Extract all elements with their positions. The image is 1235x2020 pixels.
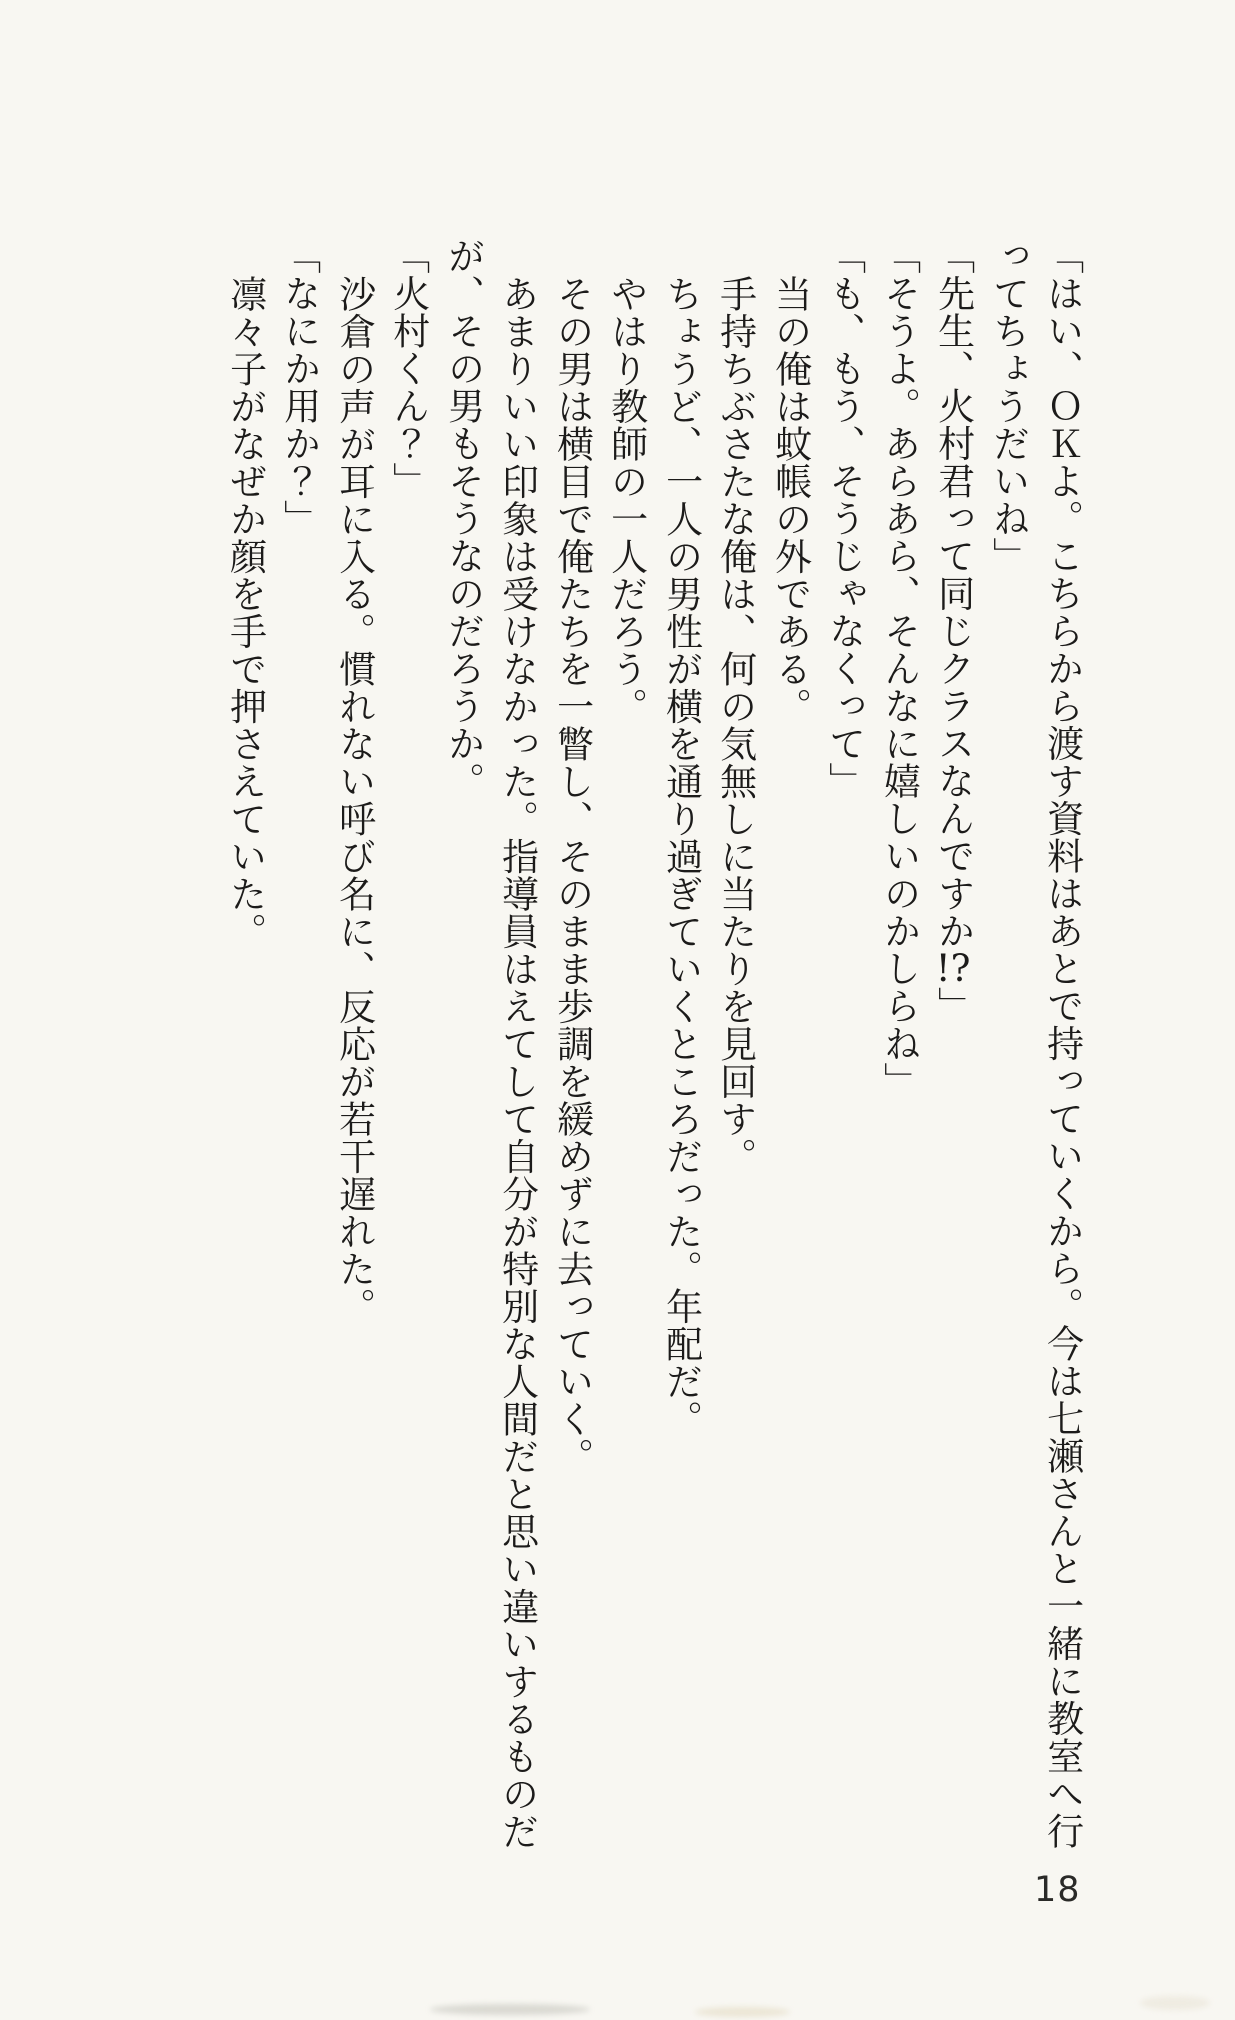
text-line: 当の俺は蚊帳の外である。 [768, 275, 812, 725]
text-line: ちょうど、一人の男性が横を通り過ぎていくところだった。年配だ。 [659, 275, 703, 1438]
text-line: あまりいい印象は受けなかった。指導員はえてして自分が特別な人間だと思い違いするものだ [495, 275, 539, 1850]
text-line: やはり教師の一人だろう。 [604, 275, 648, 725]
text-line: その男は横目で俺たちを一瞥し、そのまま歩調を緩めずに去っていく。 [550, 275, 594, 1475]
text-line: 「先生、火村君って同じクラスなんですか!?」 [931, 237, 975, 1024]
scan-artifact [1140, 1996, 1210, 2010]
text-line: 「なにか用か？」 [277, 237, 321, 537]
scan-artifact [430, 2004, 590, 2015]
text-line: 手持ちぶさたな俺は、何の気無しに当たりを見回す。 [713, 275, 757, 1175]
scan-artifact [695, 2007, 790, 2017]
text-line: 「火村くん？」 [386, 237, 430, 500]
text-line: 凛々子がなぜか顔を手で押さえていた。 [223, 275, 267, 950]
text-line: が、その男もそうなのだろうか。 [441, 237, 485, 800]
text-line: 「も、もう、そうじゃなくって」 [822, 237, 866, 800]
text-line: 「はい、ＯＫよ。こちらから渡す資料はあとで持っていくから。今は七瀬さんと一緒に教室へ行 [1040, 237, 1084, 1850]
page-number: 18 [1034, 1870, 1081, 1910]
text-line: 「そうよ。あらあら、そんなに嬉しいのかしらね」 [877, 237, 921, 1100]
text-line: 沙倉の声が耳に入る。慣れない呼び名に、反応が若干遅れた。 [332, 275, 376, 1325]
text-line: ってちょうだいね」 [986, 237, 1030, 575]
